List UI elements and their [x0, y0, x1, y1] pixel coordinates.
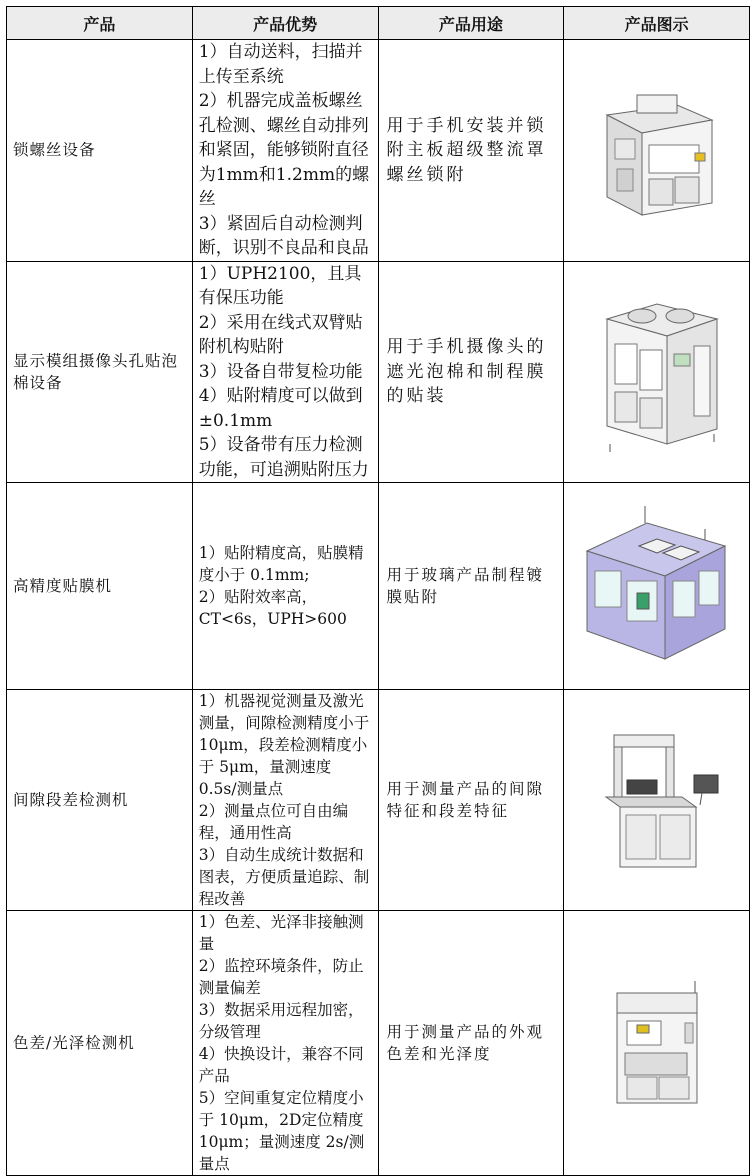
header-usage: 产品用途 [378, 7, 564, 40]
header-advantages: 产品优势 [192, 7, 378, 40]
advantage-item: 1）UPH2100，且具有保压功能 [198, 263, 362, 308]
advantage-item: 3）自动生成统计数据和图表，方便质量追踪、制程改善 [198, 846, 370, 908]
advantage-item: 2）贴附效率高，CT<6s，UPH>600 [198, 588, 347, 628]
color-gloss-inspection-machine-illustration [597, 973, 717, 1113]
table-row [7, 261, 750, 483]
advantage-item: 2）采用在线式双臂贴附机构贴附 [198, 312, 363, 357]
product-name: 显示模组摄像头孔贴泡棉设备 [7, 261, 193, 483]
advantage-item: 1）色差、光泽非接触测量 [198, 913, 364, 953]
product-name: 间隙段差检测机 [7, 690, 193, 911]
header-image: 产品图示 [564, 7, 750, 40]
product-usage: 用于测量产品的间隙特征和段差特征 [378, 690, 564, 911]
product-image [564, 690, 750, 911]
table-row [7, 690, 750, 911]
table-row [7, 483, 750, 690]
product-table [6, 6, 750, 1176]
product-image [564, 911, 750, 1176]
foam-attaching-machine-illustration [582, 284, 732, 459]
product-advantages [192, 40, 378, 262]
product-image [564, 483, 750, 690]
product-name: 锁螺丝设备 [7, 40, 193, 262]
advantage-item: 2）机器完成盖板螺丝孔检测、螺丝自动排列和紧固，能够锁附直径为1mm和1.2mm的螺丝 [198, 91, 370, 209]
product-advantages [192, 483, 378, 690]
gap-step-inspection-machine-illustration [592, 725, 722, 875]
advantage-item: 2）测量点位可自由编程，通用性高 [198, 802, 349, 842]
advantage-item: 1）自动送料，扫描并上传至系统 [198, 42, 363, 87]
product-usage: 用于测量产品的外观色差和光泽度 [378, 911, 564, 1176]
advantage-item: 4）快换设计，兼容不同产品 [198, 1045, 364, 1085]
product-image [564, 261, 750, 483]
product-image [564, 40, 750, 262]
advantage-item: 5）空间重复定位精度小于 10μm，2D定位精度 10μm；量测速度 2s/测量点 [198, 1089, 365, 1173]
product-usage: 用于手机安装并锁附主板超级整流罩螺丝锁附 [378, 40, 564, 262]
product-advantages [192, 261, 378, 483]
advantage-item: 3）数据采用远程加密，分级管理 [198, 1001, 364, 1041]
advantage-item: 4）贴附精度可以做到±0.1mm [198, 386, 363, 431]
advantage-item: 5）设备带有压力检测功能，可追溯贴附压力 [198, 435, 369, 480]
product-usage: 用于手机摄像头的遮光泡棉和制程膜的贴装 [378, 261, 564, 483]
header-product: 产品 [7, 7, 193, 40]
advantage-item: 3）紧固后自动检测判断，识别不良品和良品 [198, 213, 369, 258]
screw-locking-machine-illustration [587, 75, 727, 225]
table-row [7, 40, 750, 262]
advantage-item: 1）贴附精度高，贴膜精度小于 0.1mm; [198, 544, 364, 584]
product-name: 高精度贴膜机 [7, 483, 193, 690]
product-advantages [192, 911, 378, 1176]
film-laminating-machine-illustration [577, 501, 737, 671]
advantage-item: 3）设备自带复检功能 [198, 361, 363, 382]
header-row [7, 7, 750, 40]
product-usage: 用于玻璃产品制程镀膜贴附 [378, 483, 564, 690]
product-advantages [192, 690, 378, 911]
table-row [7, 911, 750, 1176]
advantage-item: 2）监控环境条件，防止测量偏差 [198, 957, 364, 997]
advantage-item: 1）机器视觉测量及激光测量，间隙检测精度小于 10μm，段差检测精度小于 5μm，量测速度 0.5s/测量点 [198, 692, 370, 798]
product-name: 色差/光泽检测机 [7, 911, 193, 1176]
